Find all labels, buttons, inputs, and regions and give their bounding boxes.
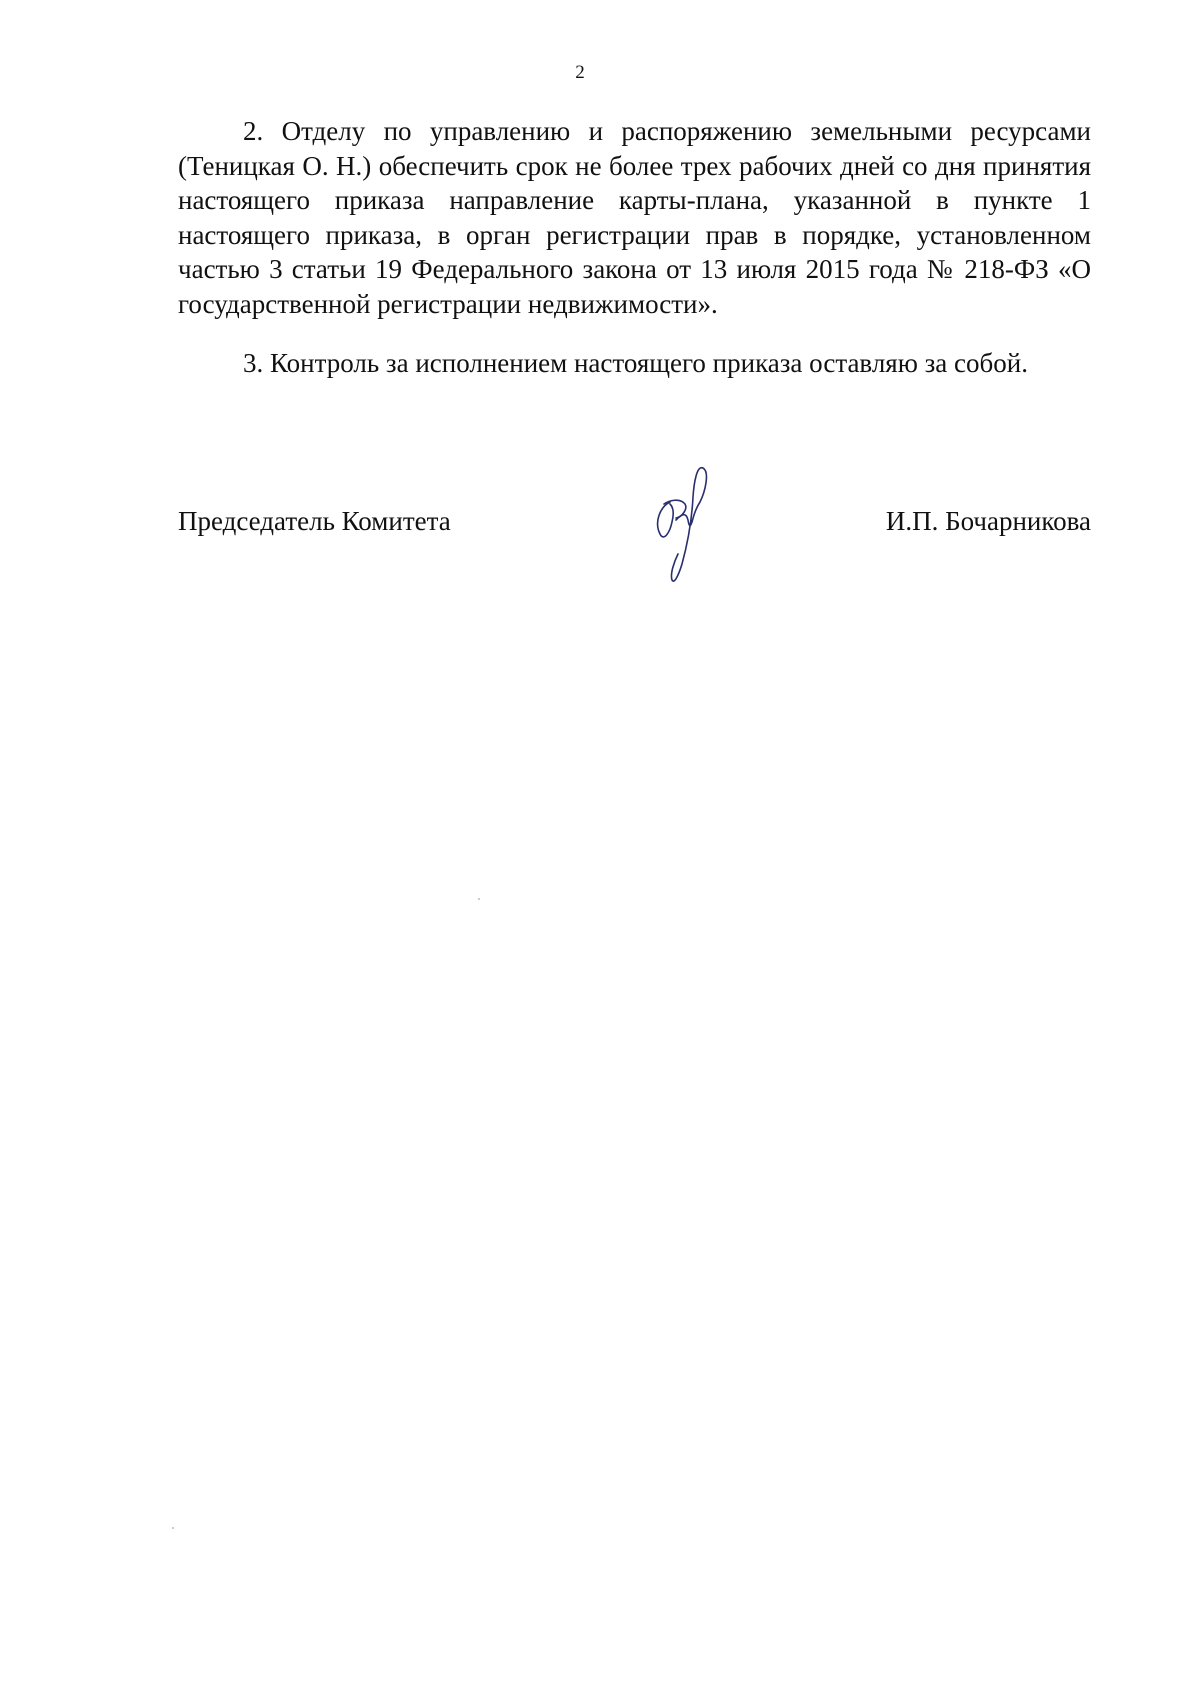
scan-speck [172,1527,174,1529]
paragraph-3: 3. Контроль за исполнением настоящего приказа оставляю за собой. [243,348,1028,378]
signatory-name: И.П. Бочарникова [885,506,1091,536]
signatory-position: Председатель Комитета [178,506,451,536]
scan-speck [478,898,480,900]
paragraph-2: 2. Отделу по управлению и распоряжению земельными ресурсами (Теницкая О. Н.) обеспечить срок не более трех рабочих дней со дня принятия настоящего приказа направление карты-плана, указанной в пункте 1 настоящего приказа, в орган регистрации прав в порядке, установленном частью 3 статьи 19 Федерального закона от 13 июля 2015 года № 218-ФЗ «О государственной регистрации недвижимости». [178,116,1091,319]
page-number: 2 [575,62,585,83]
handwritten-signature [630,462,730,592]
